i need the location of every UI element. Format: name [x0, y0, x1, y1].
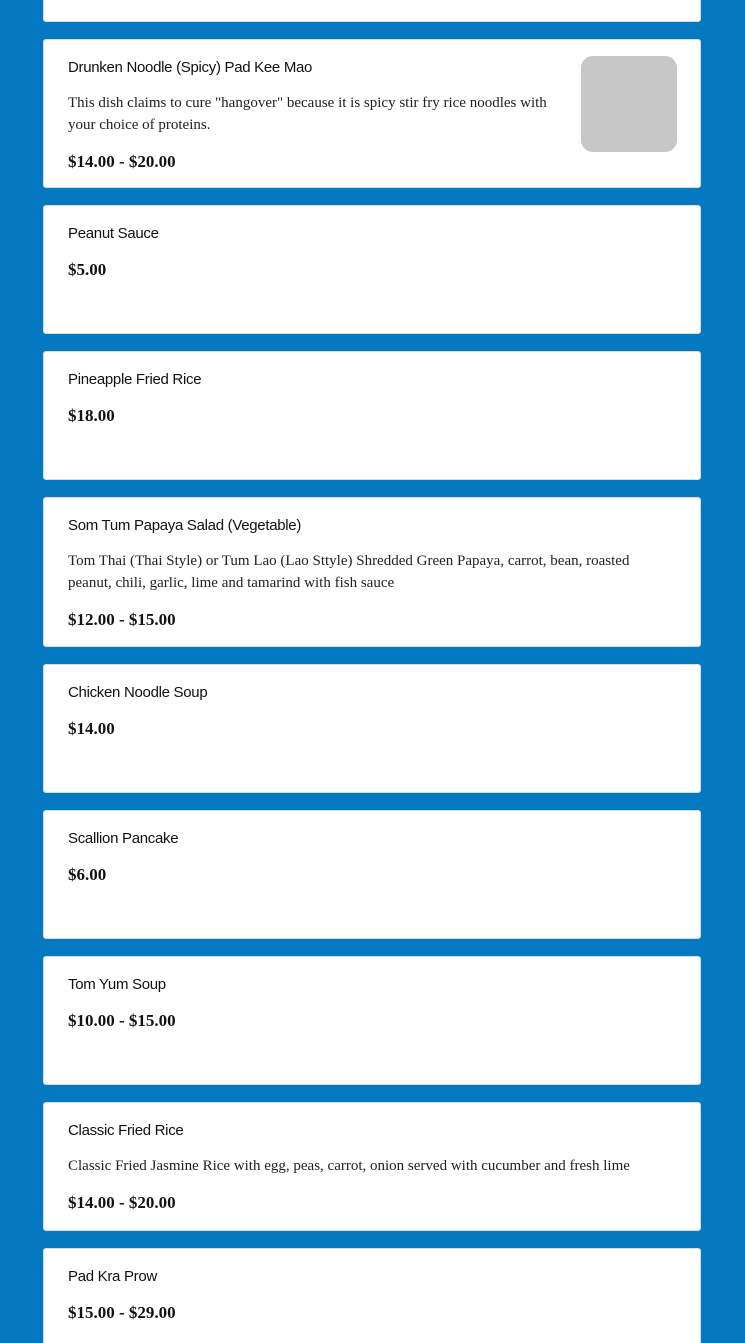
menu-item-card[interactable] — [43, 664, 701, 793]
item-name: Tom Yum Soup — [68, 976, 166, 993]
item-price: $14.00 — [68, 719, 115, 738]
item-description: This dish claims to cure "hangover" because it is spicy stir fry rice noodles with your choice of proteins. — [68, 95, 547, 133]
menu-item-card[interactable] — [43, 205, 701, 334]
item-name: Pineapple Fried Rice — [68, 371, 202, 388]
item-price: $10.00 - $15.00 — [68, 1011, 176, 1030]
item-name: Classic Fried Rice — [68, 1122, 184, 1139]
item-name: Som Tum Papaya Salad (Vegetable) — [68, 517, 302, 534]
item-description: Classic Fried Jasmine Rice with egg, peas, carrot, onion served with cucumber and fresh lime — [68, 1158, 630, 1174]
menu-item-card[interactable] — [43, 0, 701, 22]
menu-item-card[interactable] — [43, 810, 701, 939]
item-description: Tom Thai (Thai Style) or Tum Lao (Lao Sttyle) Shredded Green Papaya, carrot, bean, roasted peanut, chili, garlic, lime and tamarind with fish sauce — [68, 553, 630, 591]
item-price: $18.00 — [68, 406, 115, 425]
menu-item-card[interactable] — [43, 497, 701, 647]
item-name: Peanut Sauce — [68, 225, 159, 242]
item-price: $5.00 — [68, 260, 107, 279]
menu-item-card[interactable] — [43, 1102, 701, 1231]
item-price: $6.00 — [68, 865, 107, 884]
menu-item-card[interactable] — [43, 351, 701, 480]
item-name: Scallion Pancake — [68, 830, 179, 847]
item-price: $14.00 - $20.00 — [68, 152, 176, 171]
item-price: $12.00 - $15.00 — [68, 610, 176, 629]
menu-item-card[interactable] — [43, 956, 701, 1085]
menu-item-card[interactable] — [43, 39, 701, 188]
item-price: $14.00 - $20.00 — [68, 1193, 176, 1212]
item-price: $15.00 - $29.00 — [68, 1303, 176, 1322]
item-name: Pad Kra Prow — [68, 1268, 157, 1285]
item-name: Drunken Noodle (Spicy) Pad Kee Mao — [68, 59, 313, 76]
item-name: Chicken Noodle Soup — [68, 684, 208, 701]
item-image-placeholder — [581, 56, 677, 152]
menu-item-card[interactable] — [43, 1248, 701, 1343]
